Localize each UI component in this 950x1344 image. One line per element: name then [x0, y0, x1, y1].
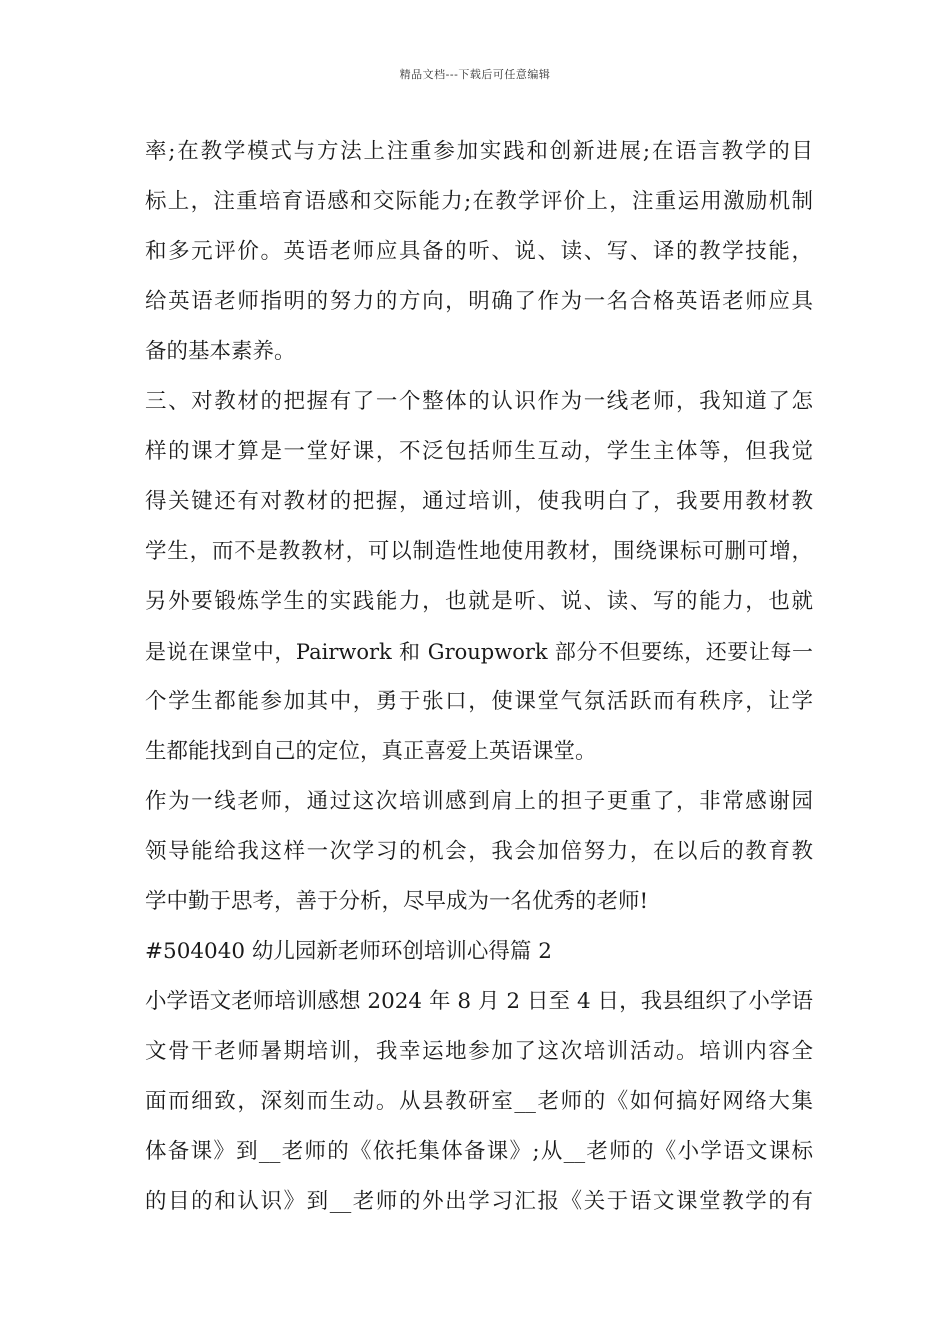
- text-line: 样的课才算是一堂好课，不泛包括师生互动，学生主体等，但我觉: [145, 439, 813, 464]
- text-line: 面而细致，深刻而生动。从县教研室__老师的《如何搞好网络大集: [145, 1089, 813, 1114]
- text-line: 备的基本素养。: [145, 339, 296, 364]
- section-heading: #504040 幼儿园新老师环创培训心得篇 2: [145, 939, 552, 964]
- document-body: [145, 132, 813, 1232]
- text-line: 作为一线老师，通过这次培训感到肩上的担子更重了，非常感谢园: [145, 789, 813, 814]
- text-line: 领导能给我这样一次学习的机会，我会加倍努力，在以后的教育教: [145, 839, 813, 864]
- text-line: 和多元评价。英语老师应具备的听、说、读、写、译的教学技能，: [145, 239, 813, 264]
- text-line: 小学语文老师培训感想 2024 年 8 月 2 日至 4 日，我县组织了小学语: [145, 989, 813, 1014]
- text-line: 标上，注重培育语感和交际能力;在教学评价上，注重运用激励机制: [145, 189, 813, 214]
- text-line: 另外要锻炼学生的实践能力，也就是听、说、读、写的能力，也就: [145, 589, 813, 614]
- text-line: 个学生都能参加其中，勇于张口，使课堂气氛活跃而有秩序，让学: [145, 689, 813, 714]
- text-line: 的目的和认识》到__老师的外出学习汇报《关于语文课堂教学的有: [145, 1189, 813, 1214]
- text-line: 得关键还有对教材的把握，通过培训，使我明白了，我要用教材教: [145, 489, 813, 514]
- text-line: 是说在课堂中，Pairwork 和 Groupwork 部分不但要练，还要让每一: [145, 640, 813, 664]
- text-line: 体备课》到__老师的《依托集体备课》;从__老师的《小学语文课标: [145, 1139, 813, 1164]
- text-line: 率;在教学模式与方法上注重参加实践和创新进展;在语言教学的目: [145, 139, 813, 164]
- text-line: 学生，而不是教教材，可以制造性地使用教材，围绕课标可删可增，: [145, 539, 813, 564]
- page-header: 精品文档---下载后可任意编辑: [399, 68, 551, 81]
- text-line: 学中勤于思考，善于分析，尽早成为一名优秀的老师!: [145, 889, 649, 914]
- text-line: 三、对教材的把握有了一个整体的认识作为一线老师，我知道了怎: [145, 389, 813, 414]
- text-line: 生都能找到自己的定位，真正喜爱上英语课堂。: [145, 739, 597, 764]
- text-line: 给英语老师指明的努力的方向，明确了作为一名合格英语老师应具: [145, 289, 813, 314]
- text-line: 文骨干老师暑期培训，我幸运地参加了这次培训活动。培训内容全: [145, 1039, 813, 1064]
